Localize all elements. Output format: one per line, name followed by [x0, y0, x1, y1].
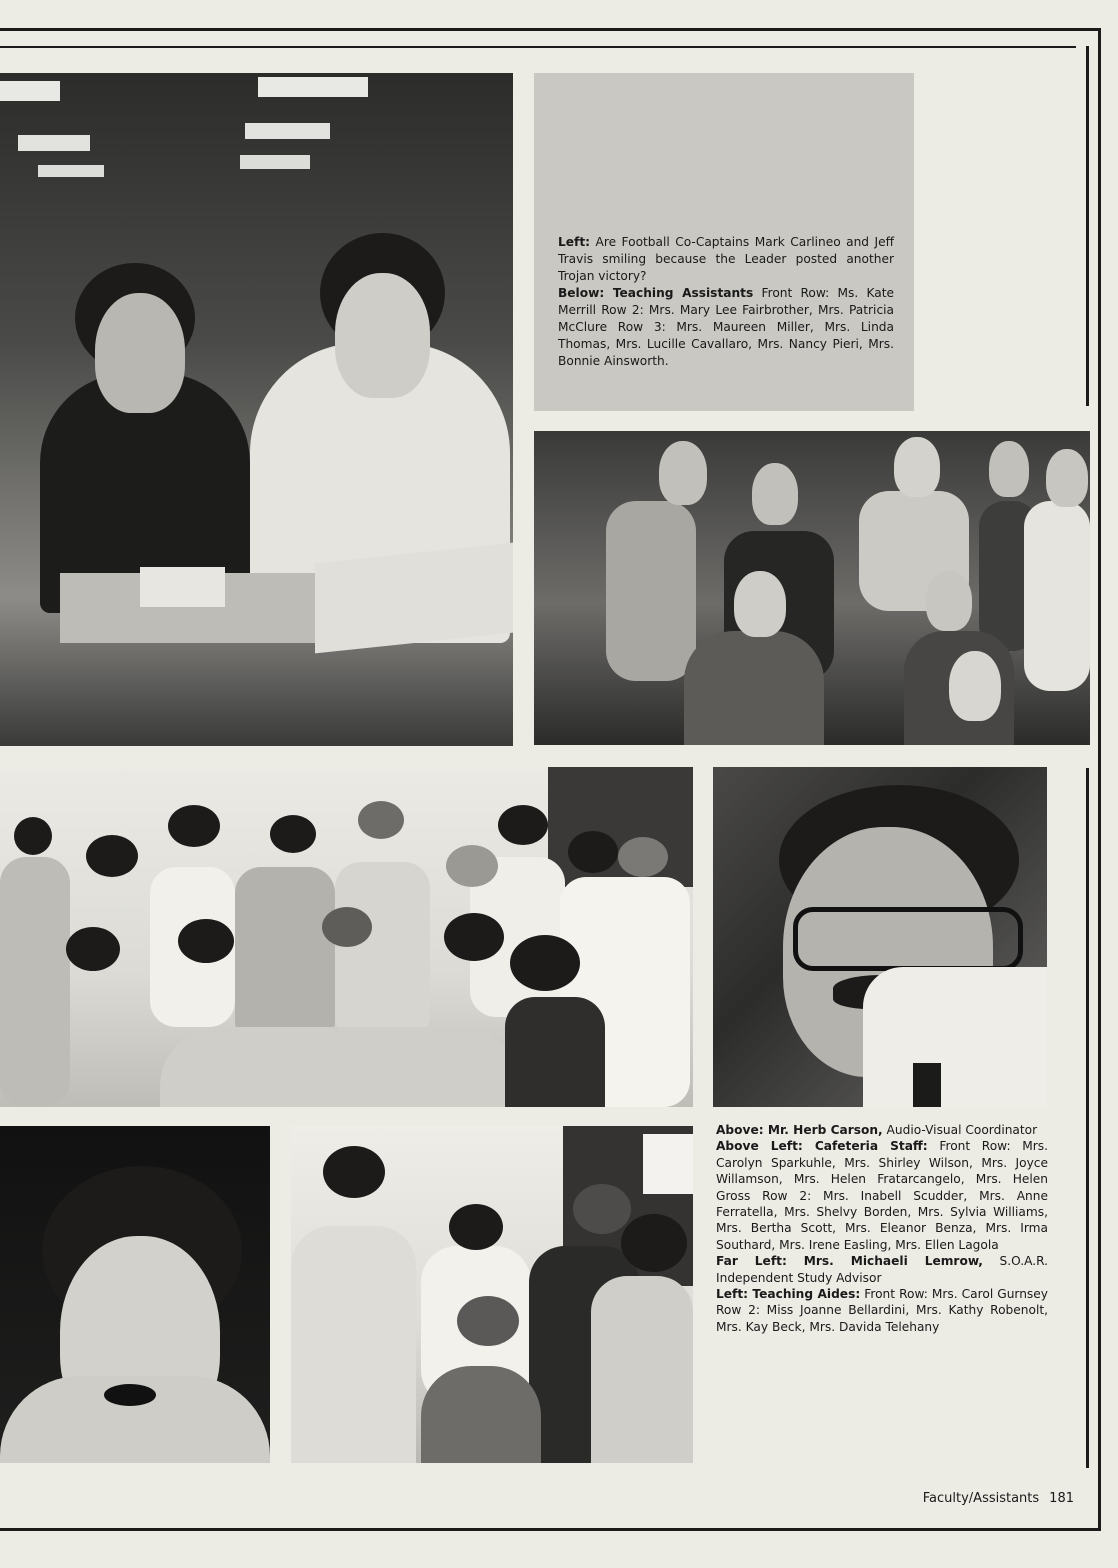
teaching-aides-photo: [291, 1126, 693, 1463]
page-number: 181: [1049, 1491, 1074, 1506]
right-inner-rule-top: [1086, 46, 1089, 406]
folio-section: Faculty/Assistants: [922, 1491, 1040, 1506]
teaching-assistants-photo: [534, 431, 1090, 745]
michaeli-lemrow-photo: [0, 1126, 270, 1463]
co-captains-photo: [0, 73, 513, 746]
top-rule: [0, 28, 1100, 31]
top-inner-rule: [0, 46, 1076, 48]
top-caption: [558, 234, 894, 370]
cafeteria-staff-photo: [0, 767, 693, 1107]
caption-michaeli-lemrow: Far Left: Mrs. Michaeli Lemrow, S.O.A.R. Independent Study Advisor: [716, 1254, 1048, 1285]
caption-cafeteria-staff: Above Left: Cafeteria Staff: Front Row: Mrs. Carolyn Sparkuhle, Mrs. Shirley Wilson, Mrs. Joyce Willamson, Mrs. Helen Fratarcangelo, Mrs. Helen Gross Row 2: Mrs. Inabell Scudder, Mrs. Anne Ferratella, Mrs. Shelvy Borden, Mrs. Sylvia Williams, Mrs. Bertha Scott, Mrs. Eleanor Benza, Mrs. Irma Southard, Mrs. Irene Easling, Mrs. Ellen Lagola: [716, 1139, 1048, 1252]
right-rule: [1098, 28, 1101, 1530]
herb-carson-photo: [713, 767, 1047, 1107]
bottom-caption: [716, 1122, 1048, 1335]
right-inner-rule-bottom: [1086, 768, 1089, 1468]
caption-herb-carson: Above: Mr. Herb Carson, Audio-Visual Coordinator: [716, 1123, 1038, 1137]
caption-teaching-assistants: Below: Teaching Assistants Front Row: Ms. Kate Merrill Row 2: Mrs. Mary Lee Fairbrother, Mrs. Patricia McClure Row 3: Mrs. Maureen Miller, Mrs. Linda Thomas, Mrs. Lucille Cavallaro, Mrs. Nancy Pieri, Mrs. Bonnie Ainsworth.: [558, 286, 894, 368]
caption-left: Left: Are Football Co-Captains Mark Carlineo and Jeff Travis smiling because the Leader posted another Trojan victory?: [558, 235, 894, 283]
bottom-rule: [0, 1528, 1101, 1531]
page-folio: [923, 1491, 1074, 1506]
caption-teaching-aides: Left: Teaching Aides: Front Row: Mrs. Carol Gurnsey Row 2: Miss Joanne Bellardini, Mrs. Kathy Robenolt, Mrs. Kay Beck, Mrs. Davida Telehany: [716, 1287, 1048, 1334]
